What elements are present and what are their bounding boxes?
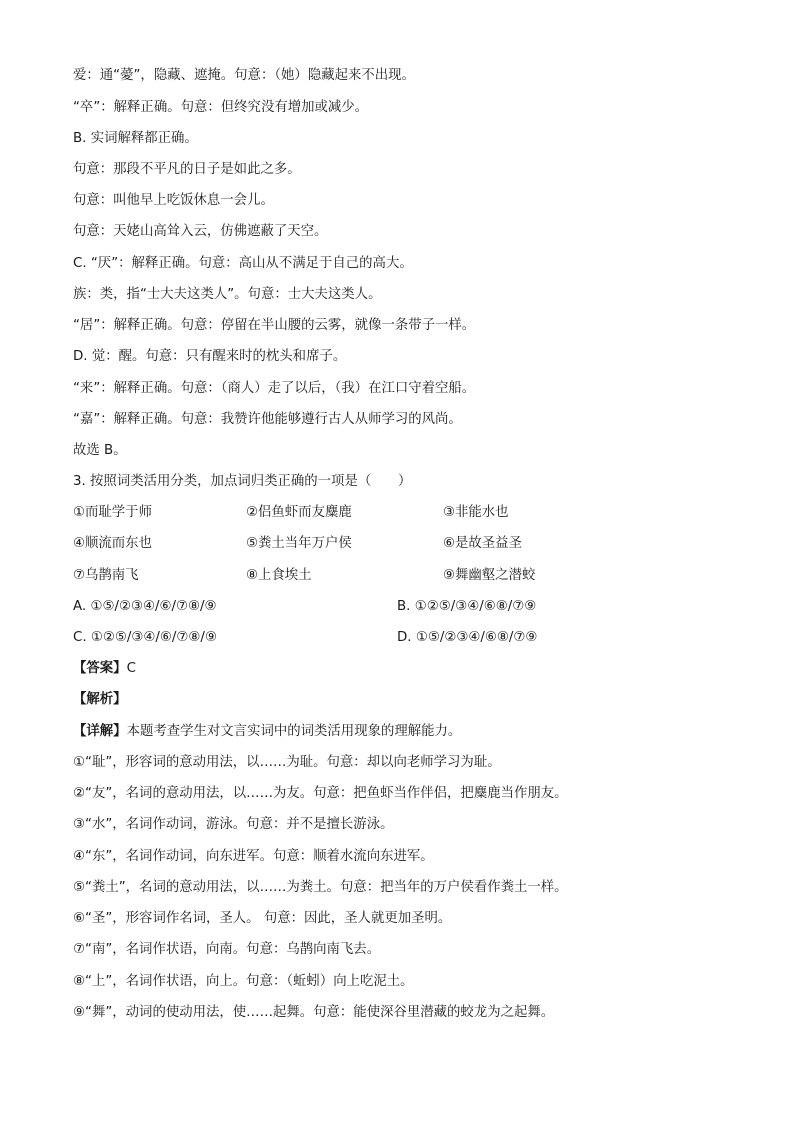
explanation-line: “居”：解释正确。句意：停留在半山腰的云雾，就像一条带子一样。: [73, 318, 476, 333]
detail-line: ⑥“圣”，形容词作名词，圣人。 句意：因此，圣人就更加圣明。: [73, 911, 452, 926]
detail-line: ⑧“上”，名词作状语，向上。句意：（蚯蚓）向上吃泥土。: [73, 974, 414, 989]
analysis-tag: 【解析】: [73, 692, 127, 707]
detail-line: ②“友”，名词的意动用法，以……为友。句意：把鱼虾当作伴侣，把麋鹿当作朋友。: [73, 786, 568, 801]
detail-intro-line: [73, 722, 753, 742]
detail-line: ④“东”，名词作动词，向东进军。句意：顺着水流向东进军。: [73, 849, 434, 864]
answer-line: [73, 659, 753, 679]
detail-line: ①“耻”，形容词的意动用法，以……为耻。句意：却以向老师学习为耻。: [73, 755, 501, 770]
question-item: ④顺流而东也: [73, 536, 152, 551]
explanation-line: 句意：叫他早上吃饭休息一会儿。: [73, 193, 274, 208]
explanation-line: “嘉”：解释正确。句意：我赞许他能够遵行古人从师学习的风尚。: [73, 412, 462, 427]
question-item: ⑤粪土当年万户侯: [246, 536, 352, 551]
option-c: C. ①②⑤/③④/⑥/⑦⑧/⑨: [73, 630, 217, 645]
explanation-line: 句意：那段不平凡的日子是如此之多。: [73, 162, 301, 177]
explanation-line: 爱：通“薆”，隐藏、遮掩。句意：（她）隐藏起来不出现。: [73, 68, 415, 83]
option-b: B. ①②⑤/③④/⑥⑧/⑦⑨: [397, 599, 537, 614]
question-item: ⑨舞幽壑之潜蛟: [443, 568, 536, 583]
detail-tag: 【详解】: [73, 724, 127, 739]
answer-tag: 【答案】: [73, 661, 127, 676]
detail-line: ⑦“南”，名词作状语，向南。句意：乌鹊向南飞去。: [73, 942, 381, 957]
question-item: ②侣鱼虾而友麋鹿: [246, 505, 352, 520]
explanation-line: 族：类，指“士大夫这类人”。句意：士大夫这类人。: [73, 287, 382, 302]
explanation-line: “来”：解释正确。句意：（商人）走了以后，（我）在江口守着空船。: [73, 381, 476, 396]
detail-line: ⑨“舞”，动词的使动用法，使……起舞。句意：能使深谷里潜藏的蛟龙为之起舞。: [73, 1005, 555, 1020]
option-a: A. ①⑤/②③④/⑥/⑦⑧/⑨: [73, 599, 217, 614]
question-item: ③非能水也: [443, 505, 509, 520]
analysis-line: [73, 690, 753, 710]
explanation-line: “卒”：解释正确。句意：但终究没有增加或减少。: [73, 100, 369, 115]
explanation-line: C. “厌”：解释正确。句意：高山从不满足于自己的高大。: [73, 256, 413, 271]
question-item: ⑥是故圣益圣: [443, 536, 522, 551]
question-item: ①而耻学于师: [73, 505, 152, 520]
detail-intro: 本题考查学生对文言实词中的词类活用现象的理解能力。: [126, 724, 462, 739]
detail-line: ③“水”，名词作动词，游泳。句意：并不是擅长游泳。: [73, 817, 394, 832]
explanation-line: B. 实词解释都正确。: [73, 131, 198, 146]
detail-line: ⑤“粪土”，名词的意动用法，以……为粪土。句意：把当年的万户侯看作粪土一样。: [73, 880, 568, 895]
answer-value: C: [126, 661, 136, 676]
explanation-line: D. 觉：醒。句意：只有醒来时的枕头和席子。: [73, 349, 347, 364]
question-item: ⑧上食埃土: [246, 568, 312, 583]
conclusion-line: 故选 B。: [73, 443, 127, 458]
question-item: ⑦乌鹊南飞: [73, 568, 139, 583]
explanation-line: 句意：天姥山高耸入云，仿佛遮蔽了天空。: [73, 224, 328, 239]
option-d: D. ①⑤/②③④/⑥⑧/⑦⑨: [397, 630, 538, 645]
question-stem: 3. 按照词类活用分类，加点词归类正确的一项是（ ）: [73, 474, 412, 489]
